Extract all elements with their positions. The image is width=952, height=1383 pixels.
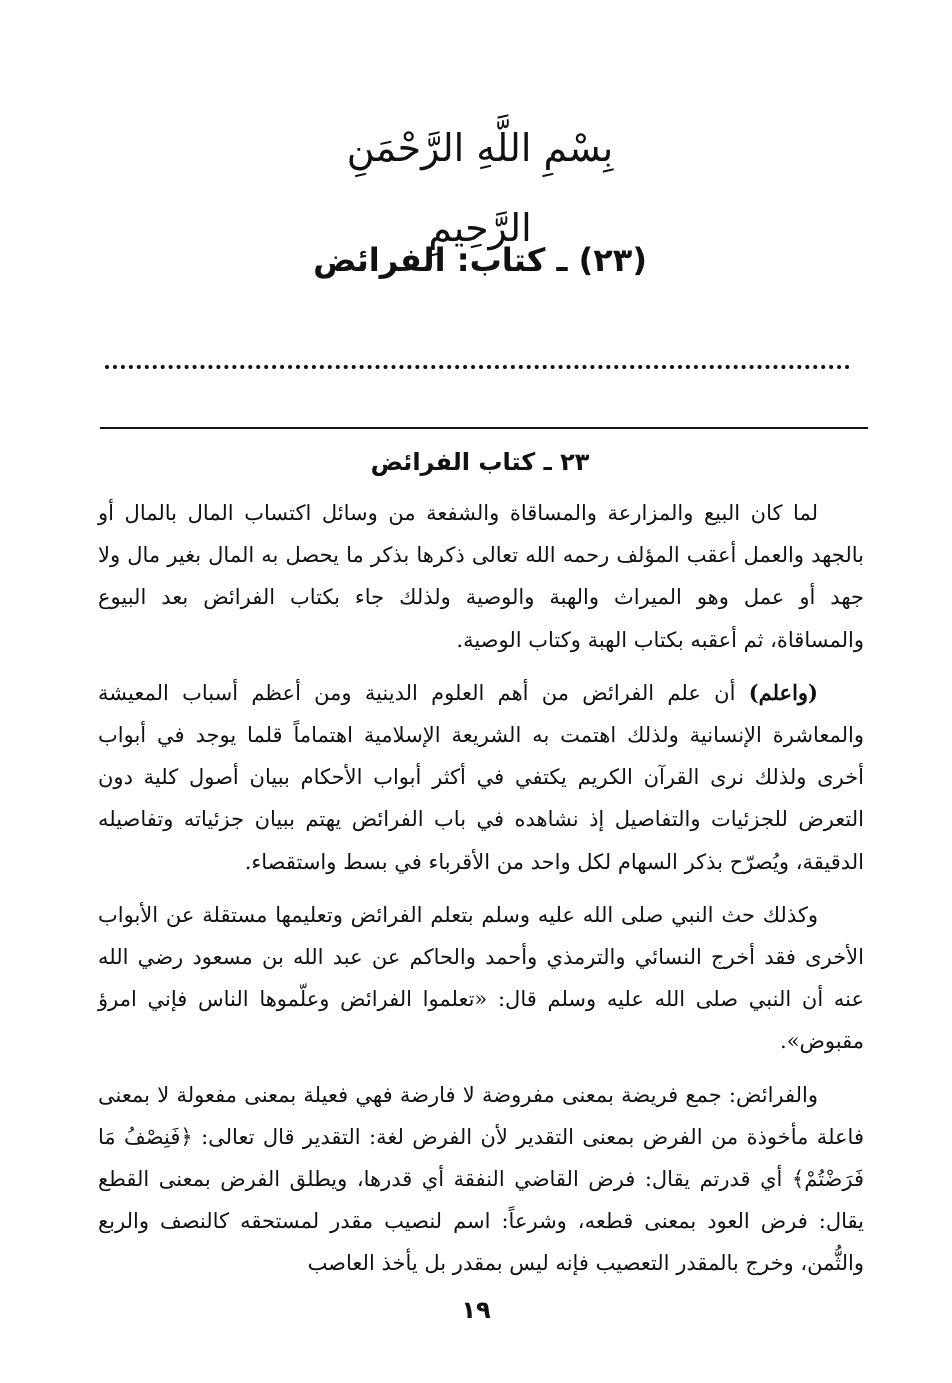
horizontal-rule xyxy=(100,427,868,429)
paragraph-lead: (واعلم) xyxy=(748,679,818,705)
paragraph-text: أن علم الفرائض من أهم العلوم الدينية ومن أعظم أسباب المعيشة والمعاشرة الإنسانية ولذلك اهتمت به الشريعة الإسلامية اهتماماً قلما يوجد في أبواب أخرى ولذلك نرى القرآن الكريم يكتفي في أكثر أبواب الأحكام ببيان أصول كلية دون التعرض للجزئيات والتفاصيل إذ نشاهده في باب الفرائض يهتم ببيان جزئياته وتفاصيله الدقيقة، ويُصرّح بذكر السهام لكل واحد من الأقرباء في بسط واستقصاء. xyxy=(98,680,864,874)
chapter-title: (٢٣) ـ كتاب: الفرائض xyxy=(313,241,647,279)
paragraph-text: لما كان البيع والمزارعة والمساقاة والشفعة من وسائل اكتساب المال بالمال أو بالجهد والعمل أعقب المؤلف رحمه الله تعالى ذكرها بذكر ما يحصل به المال بغير مال ولا جهد أو عمل وهو الميراث والهبة والوصية ولذلك جاء بكتاب الفرائض بعد البيوع والمساقاة، ثم أعقبه بكتاب الهبة وكتاب الوصية. xyxy=(98,501,864,652)
paragraph-4 xyxy=(98,1074,864,1285)
basmala-calligraphy: بِسْمِ اللَّهِ الرَّحْمَنِ الرَّحِيمِ xyxy=(346,126,614,250)
body-text xyxy=(98,492,864,1296)
paragraph-text: وكذلك حث النبي صلى الله عليه وسلم بتعلم الفرائض وتعليمها مستقلة عن الأبواب الأخرى فقد أخرج النسائي والترمذي وأحمد والحاكم عن عبد الله بن مسعود رضي الله عنه أن النبي صلى الله عليه وسلم قال: «تعلموا الفرائض وعلّموها الناس فإني امرؤ مقبوض». xyxy=(98,902,864,1054)
paragraph-text: والفرائض: جمع فريضة بمعنى مفروضة لا فارضة فهي فعيلة بمعنى مفعولة لا بمعنى فاعلة مأخوذة من الفرض بمعنى التقدير لأن الفرض لغة: التقدير قال تعالى: ﴿فَنِصْفُ مَا فَرَضْتُمْ﴾ أي قدرتم يقال: فرض القاضي النفقة أي قدرها، ويطلق الفرض بمعنى القطع يقال: فرض العود بمعنى قطعه، وشرعاً: اسم لنصيب مقدر لمستحقه كالنصف والربع والثُّمن، وخرج بالمقدر التعصيب فإنه ليس بمقدر بل يأخذ العاصب xyxy=(98,1082,864,1276)
paragraph-3 xyxy=(98,894,864,1063)
page-number: ١٩ xyxy=(461,1296,491,1324)
dotted-separator xyxy=(105,355,850,369)
paragraph-1 xyxy=(98,492,864,661)
section-title: ٢٣ ـ كتاب الفرائض xyxy=(370,448,590,476)
paragraph-2 xyxy=(98,672,864,883)
